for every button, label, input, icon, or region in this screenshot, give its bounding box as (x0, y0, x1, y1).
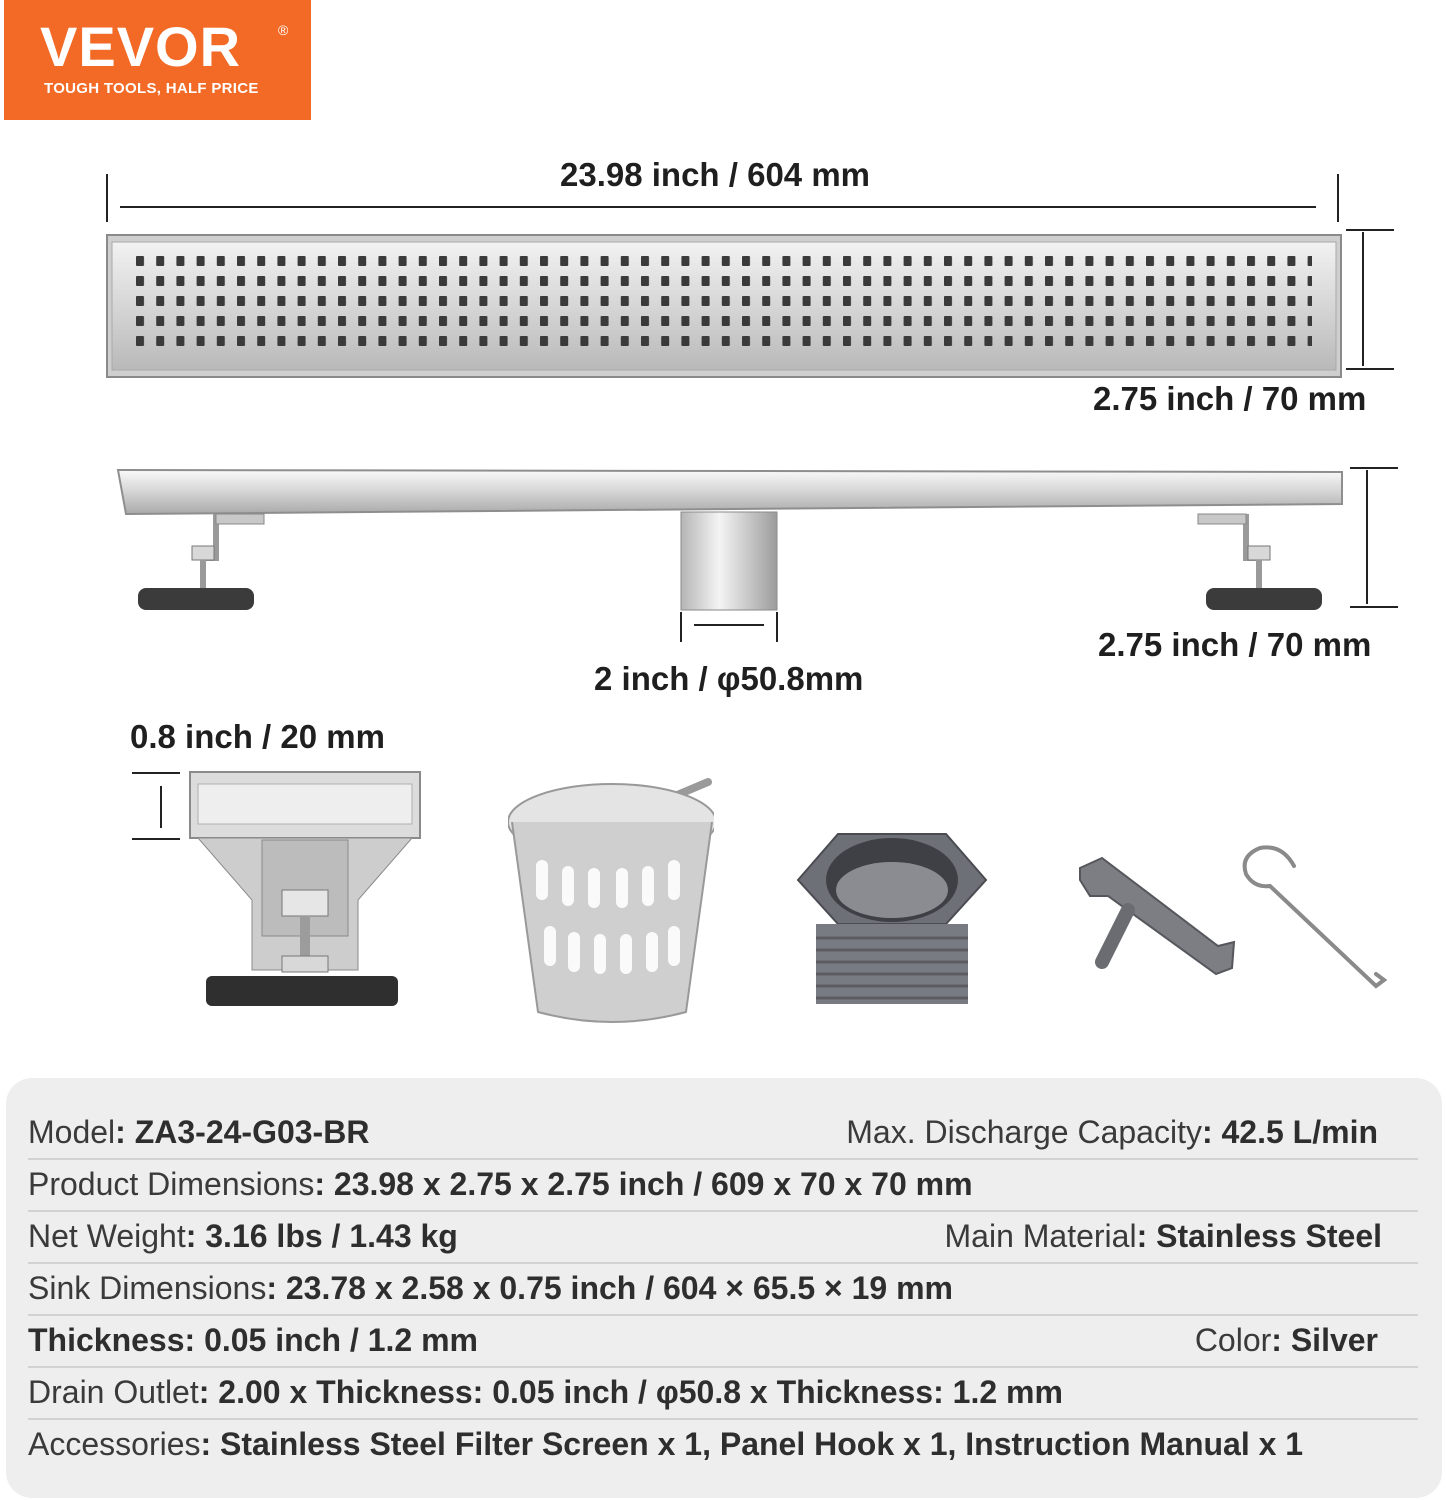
drain-side-view (116, 462, 1346, 622)
spec-row-thickness (28, 1314, 1418, 1368)
spec-key: Model (28, 1114, 116, 1150)
spec-value: : Stainless Steel (1136, 1218, 1382, 1254)
specifications-panel (6, 1078, 1442, 1498)
spec-value: : 3.16 lbs / 1.43 kg (185, 1218, 458, 1254)
vevor-logo (4, 0, 311, 120)
spec-key: Main Material (944, 1218, 1137, 1254)
outlet-dim-line (694, 624, 764, 626)
sink-depth-label: 0.8 inch / 20 mm (130, 718, 385, 755)
drain-cross-section (188, 770, 424, 1010)
length-label: 23.98 inch / 604 mm (560, 156, 871, 193)
width-label: 2.75 inch / 70 mm (1093, 380, 1367, 417)
spec-value: : 2.00 x Thickness: 0.05 inch / φ50.8 x Thickness: 1.2 mm (198, 1374, 1063, 1410)
spec-key: Color (1194, 1322, 1272, 1358)
length-dim-line (120, 206, 1316, 208)
filter-screen-image (508, 776, 714, 1024)
spec-value: : ZA3-24-G03-BR (115, 1114, 370, 1150)
spec-row-product-dimensions (28, 1158, 1418, 1212)
height-label: 2.75 inch / 70 mm (1098, 626, 1372, 663)
spec-key: Max. Discharge Capacity (846, 1114, 1202, 1150)
wire-hook-image (1236, 838, 1388, 994)
height-tick-bottom (1350, 606, 1398, 608)
outlet-tick-right (776, 612, 778, 642)
drain-top-view (106, 234, 1342, 380)
spec-value: : 23.98 x 2.75 x 2.75 inch / 609 x 70 x 70 mm (314, 1166, 973, 1202)
spec-value: : Stainless Steel Filter Screen x 1, Panel Hook x 1, Instruction Manual x 1 (200, 1426, 1304, 1462)
height-tick-top (1350, 467, 1398, 469)
spec-row-sink-dimensions (28, 1262, 1418, 1316)
brand-name: VEVOR (40, 15, 242, 78)
spec-row-model (28, 1106, 1418, 1160)
spec-key: Product Dimensions (28, 1166, 315, 1202)
spec-value: Thickness: 0.05 inch / 1.2 mm (28, 1322, 478, 1358)
spec-key: Net Weight (28, 1218, 186, 1254)
height-dim-line (1366, 470, 1368, 604)
spec-value: : Silver (1271, 1322, 1378, 1358)
spec-row-net-weight (28, 1210, 1418, 1264)
spec-key: Sink Dimensions (28, 1270, 267, 1306)
panel-hook-image (1068, 850, 1244, 980)
depth-dim-line (160, 786, 162, 828)
dim-tick-left (106, 174, 108, 222)
outlet-label: 2 inch / φ50.8mm (594, 660, 864, 697)
width-tick-top (1346, 229, 1394, 231)
spec-key: Drain Outlet (28, 1374, 199, 1410)
depth-tick-bottom (132, 838, 180, 840)
outlet-tick-left (680, 612, 682, 642)
width-tick-bottom (1346, 368, 1394, 370)
spec-row-drain-outlet (28, 1366, 1418, 1420)
threaded-adapter-image (794, 830, 990, 1012)
spec-key: Accessories (28, 1426, 201, 1462)
dim-tick-right (1337, 174, 1339, 222)
depth-tick-top (132, 772, 180, 774)
spec-value: : 23.78 x 2.58 x 0.75 inch / 604 × 65.5 × 19 mm (266, 1270, 953, 1306)
spec-value: : 42.5 L/min (1201, 1114, 1378, 1150)
brand-tagline: TOUGH TOOLS, HALF PRICE (44, 80, 259, 97)
registered-mark: ® (278, 22, 289, 38)
width-dim-line (1362, 232, 1364, 366)
spec-row-accessories (28, 1418, 1418, 1470)
